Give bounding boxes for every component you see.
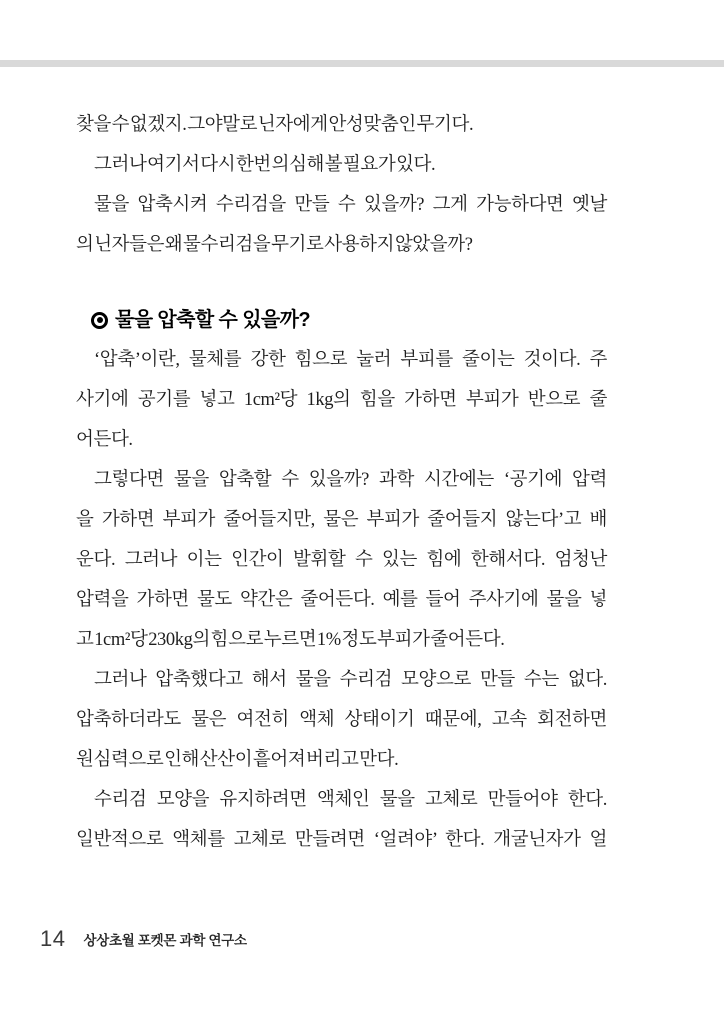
text-line: 을 가하면 부피가 줄어들지만, 물은 부피가 줄어들지 않는다’고 배 bbox=[76, 510, 607, 530]
text-line: 물을 압축시켜 수리검을 만들 수 있을까? 그게 가능하다면 옛날 bbox=[94, 195, 607, 215]
text-line: 운다. 그러나 이는 인간이 발휘할 수 있는 힘에 한해서다. 엄청난 bbox=[76, 550, 607, 570]
text-line: 원심력으로 인해 산산이 흩어져 버리고 만다. bbox=[76, 750, 399, 770]
section-heading bbox=[76, 300, 607, 340]
text-line: 고 1cm²당 230kg의 힘으로 누르면 1% 정도 부피가 줄어든다. bbox=[76, 630, 505, 650]
page-footer bbox=[40, 928, 247, 950]
text-line: 그렇다면 물을 압축할 수 있을까? 과학 시간에는 ‘공기에 압력 bbox=[94, 470, 607, 490]
book-title: 상상초월 포켓몬 과학 연구소 bbox=[83, 933, 247, 948]
bullseye-icon bbox=[91, 312, 108, 329]
body-text bbox=[76, 105, 607, 860]
text-line: 그러나 압축했다고 해서 물을 수리검 모양으로 만들 수는 없다. bbox=[94, 670, 607, 690]
section-heading-text: 물을 압축할 수 있을까? bbox=[115, 309, 310, 331]
text-line: 사기에 공기를 넣고 1cm²당 1kg의 힘을 가하면 부피가 반으로 줄 bbox=[76, 390, 607, 410]
top-edge-band bbox=[0, 60, 724, 67]
text-line: 어든다. bbox=[76, 430, 133, 450]
text-line: ‘압축’이란, 물체를 강한 힘으로 눌러 부피를 줄이는 것이다. 주 bbox=[94, 350, 607, 370]
text-line: 압축하더라도 물은 여전히 액체 상태이기 때문에, 고속 회전하면 bbox=[76, 710, 607, 730]
text-line: 그러나 여기서 다시 한번 의심해 볼 필요가 있다. bbox=[94, 155, 436, 175]
text-line: 의 닌자들은 왜 물수리검을 무기로 사용하지 않았을까? bbox=[76, 235, 473, 255]
text-line: 일반적으로 액체를 고체로 만들려면 ‘얼려야’ 한다. 개굴닌자가 얼 bbox=[76, 830, 607, 850]
text-line: 수리검 모양을 유지하려면 액체인 물을 고체로 만들어야 한다. bbox=[94, 790, 607, 810]
text-line: 압력을 가하면 물도 약간은 줄어든다. 예를 들어 주사기에 물을 넣 bbox=[76, 590, 607, 610]
text-line: 찾을 수 없겠지. 그야말로 닌자에게 안성맞춤인 무기다. bbox=[76, 115, 474, 135]
page-number: 14 bbox=[40, 926, 66, 951]
